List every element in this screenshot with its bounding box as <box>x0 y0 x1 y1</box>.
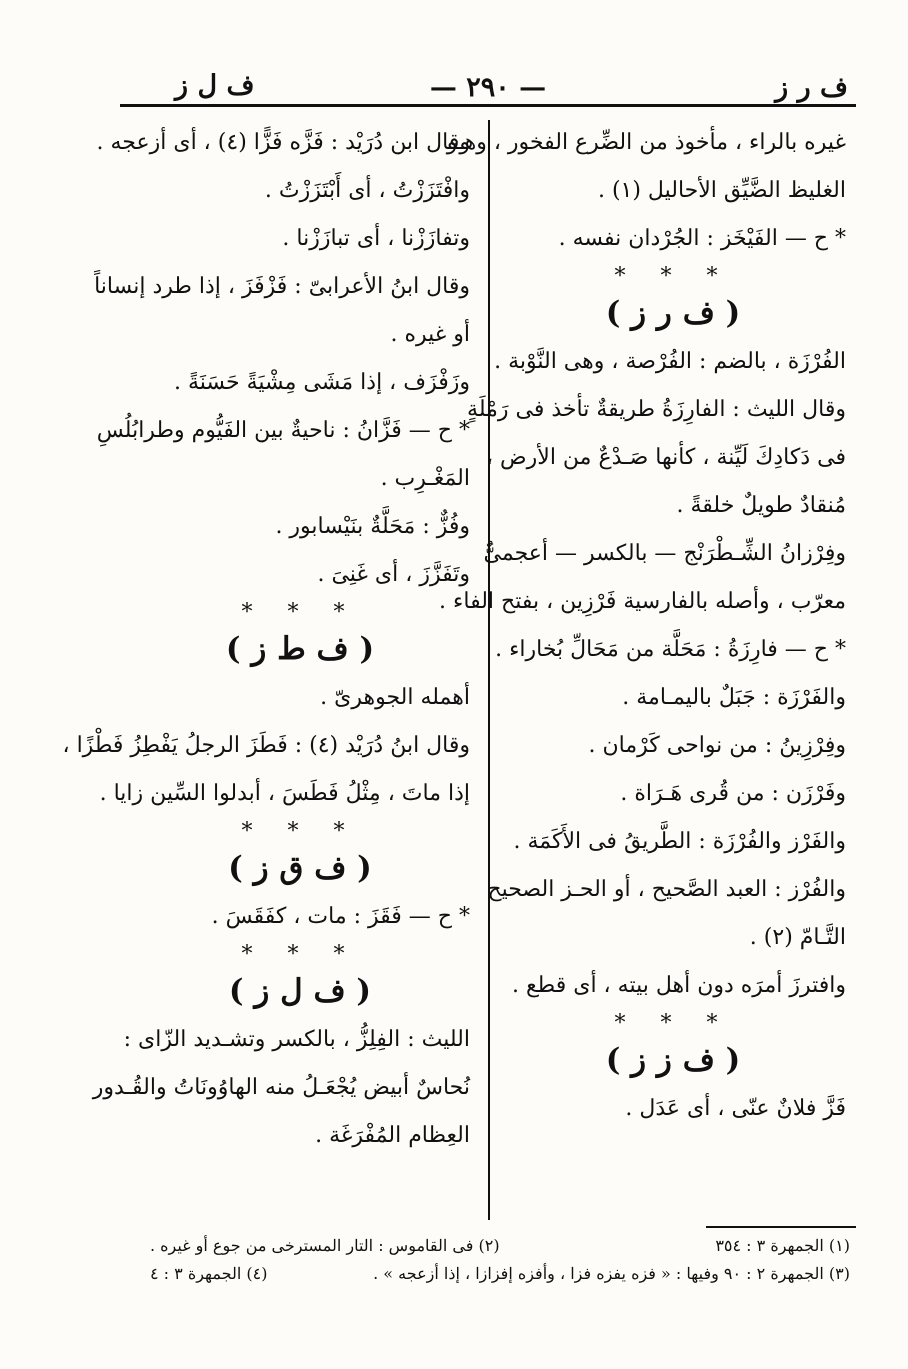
text-line: * ح — فَزَّانُ : ناحيةٌ بين الفَيُّوم وطرابُلُسِ <box>96 418 470 443</box>
section-separator: * * * <box>614 264 732 289</box>
text-line: أو غيره . <box>390 322 470 347</box>
text-line: غيره بالراء ، مأخوذ من الضِّرع الفخور ، وهـو <box>446 130 846 155</box>
footnote: (٤) الجمهرة ٣ : ٤ <box>150 1264 268 1283</box>
footnote-row <box>150 1236 850 1264</box>
left-column <box>62 130 470 1171</box>
section-separator: * * * <box>241 819 359 844</box>
footnote-rule <box>706 1226 856 1228</box>
text-line: التَّـامّ (٢) . <box>749 925 846 950</box>
text-line: إذا ماتَ ، مِثْلُ فَطَسَ ، أبدلوا السِّين زايا . <box>99 781 470 806</box>
text-line: وتفازَزْنا ، أى تبازَزْنا . <box>282 226 470 251</box>
text-line: وتَفَزَّزَ ، أى غَنِىَ . <box>317 562 470 587</box>
text-line: وافترزَ أمرَه دون أهل بيته ، أى قطع . <box>511 973 846 998</box>
text-line: وافْتَزَزْتُ ، أى أَبْتَزَزْتُ . <box>264 178 470 203</box>
section-separator: * * * <box>614 1011 732 1036</box>
column-divider <box>488 120 490 1220</box>
entry-heading: ( ف ر ز ) <box>605 295 741 331</box>
text-line: * ح — فارِزَةُ : مَحَلَّة من مَحَالِّ بُخاراء . <box>495 637 846 662</box>
footnote-row <box>150 1264 850 1292</box>
text-line: والفُرْز : العبد الصَّحيح ، أو الحـز الصحيح <box>487 877 846 902</box>
text-line: فَزَّ فلانٌ عنّى ، أى عَدَل . <box>625 1096 846 1121</box>
text-line: معرّب ، وأصله بالفارسية فَرْزِين ، بفتح الفاء . <box>439 589 846 614</box>
footnotes <box>150 1236 850 1292</box>
text-line: نُحاسٌ أبيض يُجْعَـلُ منه الهاوُونَاتُ والقُـدور <box>92 1075 470 1100</box>
footnote: (٢) فى القاموس : التار المسترخى من جوع أو غيره . <box>150 1236 500 1255</box>
text-line: وفُزٌّ : مَحَلَّةٌ بنَيْسابور . <box>275 514 470 539</box>
text-line: * ح — فَقَزَ : مات ، كفَقَسَ . <box>211 904 470 929</box>
entry-heading: ( ف ز ز ) <box>605 1042 741 1078</box>
text-line: أهمله الجوهرىّ . <box>320 685 470 710</box>
entry-heading: ( ف ط ز ) <box>225 631 375 667</box>
text-line: مُنقادٌ طويلٌ خلقةً . <box>676 493 846 518</box>
page-header <box>120 60 856 103</box>
header-rule <box>120 104 856 107</box>
entry-heading: ( ف ل ز ) <box>228 973 372 1009</box>
text-line: المَغْـرِب . <box>380 466 470 491</box>
text-line: * ح — الفَيْخَز : الجُرْدان نفسه . <box>558 226 846 251</box>
text-line: فى دَكادِكَ لَيِّنة ، كأنها صَـدْعٌ من الأرض ، <box>485 445 846 470</box>
text-line: والفَرْزَة : جَبَلٌ باليمـامة . <box>622 685 846 710</box>
header-root-right: ف ر ز <box>775 72 848 103</box>
page-number: — ٢٩٠ — <box>429 72 547 103</box>
text-line: وفَرْزَن : من قُرى هَـرَاة . <box>620 781 846 806</box>
text-line: وزَفْزَف ، إذا مَشَى مِشْيَةً حَسَنَةً . <box>173 370 470 395</box>
header-root-left: ف ل ز <box>175 70 255 101</box>
text-line: الليث : الفِلِزُّ ، بالكسر وتشـديد الزّاى : <box>123 1027 470 1052</box>
text-line: وقال ابنُ دُرَيْد (٤) : فَطَزَ الرجلُ يَفْطِزُ فَطْزًا ، <box>62 733 470 758</box>
text-line: الغليظ الضَّيِّق الأحاليل (١) . <box>597 178 846 203</box>
section-separator: * * * <box>241 600 359 625</box>
footnote: (١) الجمهرة ٣ : ٣٥٤ <box>715 1236 850 1255</box>
text-line: وقال ابنُ الأعرابىّ : فَزْفَزَ ، إذا طرد إنساناً <box>94 274 470 299</box>
text-line: العِظام المُفْرَغَة . <box>315 1123 470 1148</box>
text-line: وفِرْزِينُ : من نواحى كَرْمان . <box>588 733 846 758</box>
text-line: والفَرْز والفُرْزَة : الطَّريقُ فى الأَكَمَة . <box>513 829 846 854</box>
text-line: وقال الليث : الفارِزَةُ طريقةٌ تأخذ فى رَمْلَةٍ <box>467 397 846 422</box>
section-separator: * * * <box>241 942 359 967</box>
text-line: الفُرْزَة ، بالضم : الفُرْصة ، وهى النَّوْبة . <box>494 349 846 374</box>
right-column <box>439 130 846 1144</box>
footnote: (٣) الجمهرة ٢ : ٩٠ وفيها : « فزه يفزه فزا ، وأفزه إفزازا ، إذا أزعجه » . <box>373 1264 850 1283</box>
text-line: وقال ابن دُرَيْد : فَزَّه فَزًّا (٤) ، أى أزعجه . <box>96 130 470 155</box>
entry-heading: ( ف ق ز ) <box>228 850 372 886</box>
text-line: وفِرْزانُ الشِّـطْرَنْج — بالكسر — أعجمىٌّ <box>483 541 846 566</box>
